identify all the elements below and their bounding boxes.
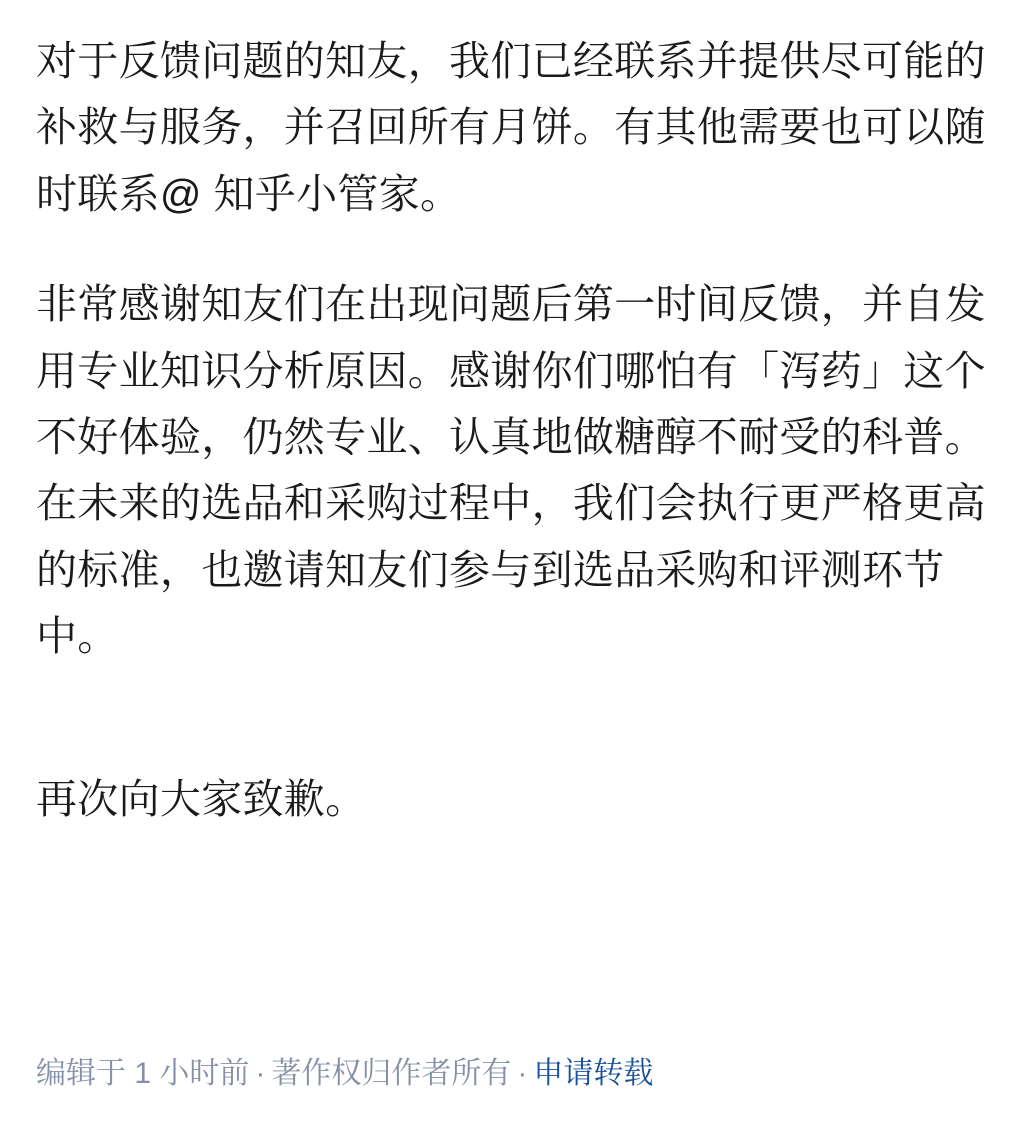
meta-separator-1: · bbox=[255, 1057, 266, 1090]
edit-time-label: 编辑于 1 小时前 bbox=[36, 1057, 250, 1090]
paragraph-3: 再次向大家致歉。 bbox=[36, 775, 367, 822]
apply-reprint-link[interactable]: 申请转载 bbox=[533, 1057, 654, 1090]
paragraph-1: 对于反馈问题的知友，我们已经联系并提供尽可能的补救与服务，并召回所有月饼。有其他需要也可以随时联系@ 知乎小管家。 bbox=[36, 38, 986, 217]
copyright-label: 著作权归作者所有 bbox=[271, 1057, 512, 1090]
article-body bbox=[36, 28, 996, 832]
paragraph-2: 非常感谢知友们在出现问题后第一时间反馈，并自发用专业知识分析原因。感谢你们哪怕有「泻药」这个不好体验，仍然专业、认真地做糖醇不耐受的科普。在未来的选品和采购过程中，我们会执行更严格更高的标准，也邀请知友们参与到选品采购和评测环节中。 bbox=[36, 281, 986, 660]
meta-separator-2: · bbox=[517, 1057, 528, 1090]
article-footer-meta bbox=[36, 1053, 996, 1095]
